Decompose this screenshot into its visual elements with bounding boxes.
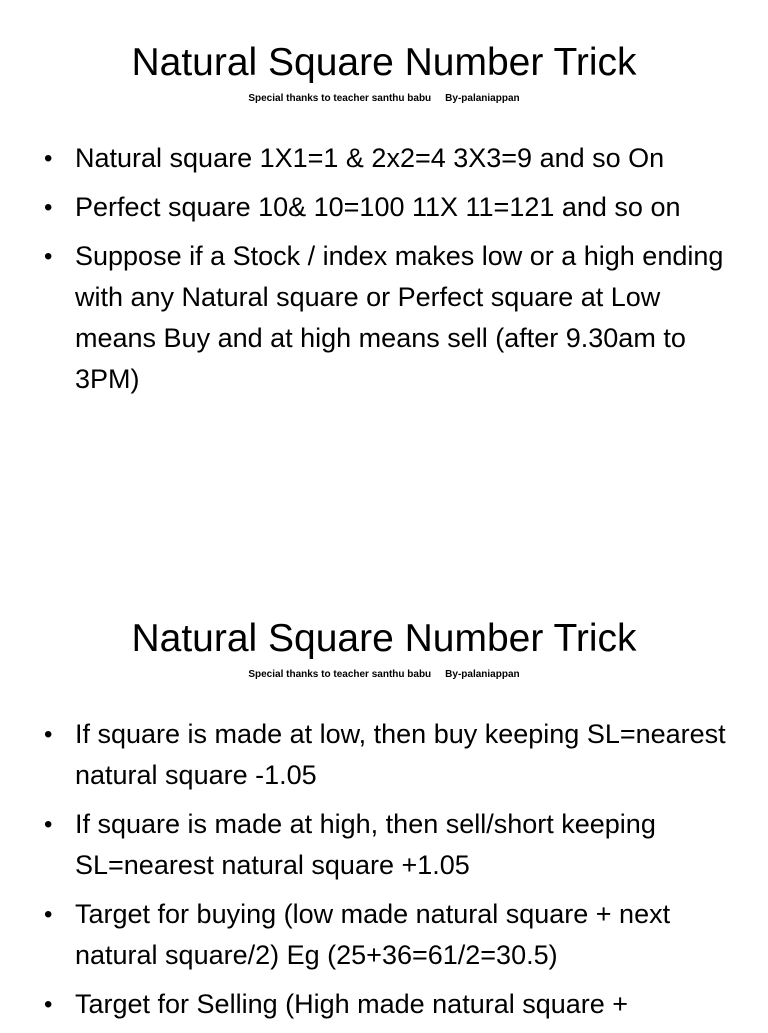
bullet-item (0, 804, 768, 886)
slide-2 (0, 576, 768, 1024)
credit-thanks: Special thanks to teacher santhu babu (248, 669, 432, 680)
slide-title: Natural Square Number Trick (131, 41, 637, 84)
bullet-list (0, 138, 768, 408)
bullet-icon: • (44, 901, 53, 928)
bullet-icon: • (44, 811, 53, 838)
bullet-text: Suppose if a Stock / index makes low or a high ending with any Natural square or Perfect square at Low means Buy and at high means sell (after 9.30am to 3PM) (75, 241, 724, 394)
bullet-item (0, 236, 768, 400)
credit-author: By-palaniappan (445, 93, 520, 104)
credit-thanks: Special thanks to teacher santhu babu (248, 93, 432, 104)
slide-credit (0, 668, 768, 682)
bullet-icon: • (44, 194, 53, 221)
bullet-icon: • (44, 145, 53, 172)
bullet-icon: • (44, 991, 53, 1018)
bullet-text: If square is made at low, then buy keeping SL=nearest natural square -1.05 (75, 719, 726, 790)
bullet-icon: • (44, 243, 53, 270)
bullet-item (0, 714, 768, 796)
bullet-text: If square is made at high, then sell/short keeping SL=nearest natural square +1.05 (75, 809, 656, 880)
credit-author: By-palaniappan (445, 669, 520, 680)
bullet-text: Target for buying (low made natural square + next natural square/2) Eg (25+36=61/2=30.5) (75, 899, 671, 970)
slide-credit (0, 92, 768, 106)
bullet-text: Target for Selling (High made natural square + (75, 989, 629, 1019)
bullet-item (0, 894, 768, 976)
bullet-text: Perfect square 10& 10=100 11X 11=121 and so on (75, 192, 681, 222)
slide-title: Natural Square Number Trick (131, 617, 637, 660)
bullet-list (0, 714, 768, 1033)
bullet-text: Natural square 1X1=1 & 2x2=4 3X3=9 and so On (75, 143, 665, 173)
bullet-item (0, 138, 768, 179)
bullet-item (0, 984, 768, 1025)
bullet-item (0, 187, 768, 228)
bullet-icon: • (44, 721, 53, 748)
